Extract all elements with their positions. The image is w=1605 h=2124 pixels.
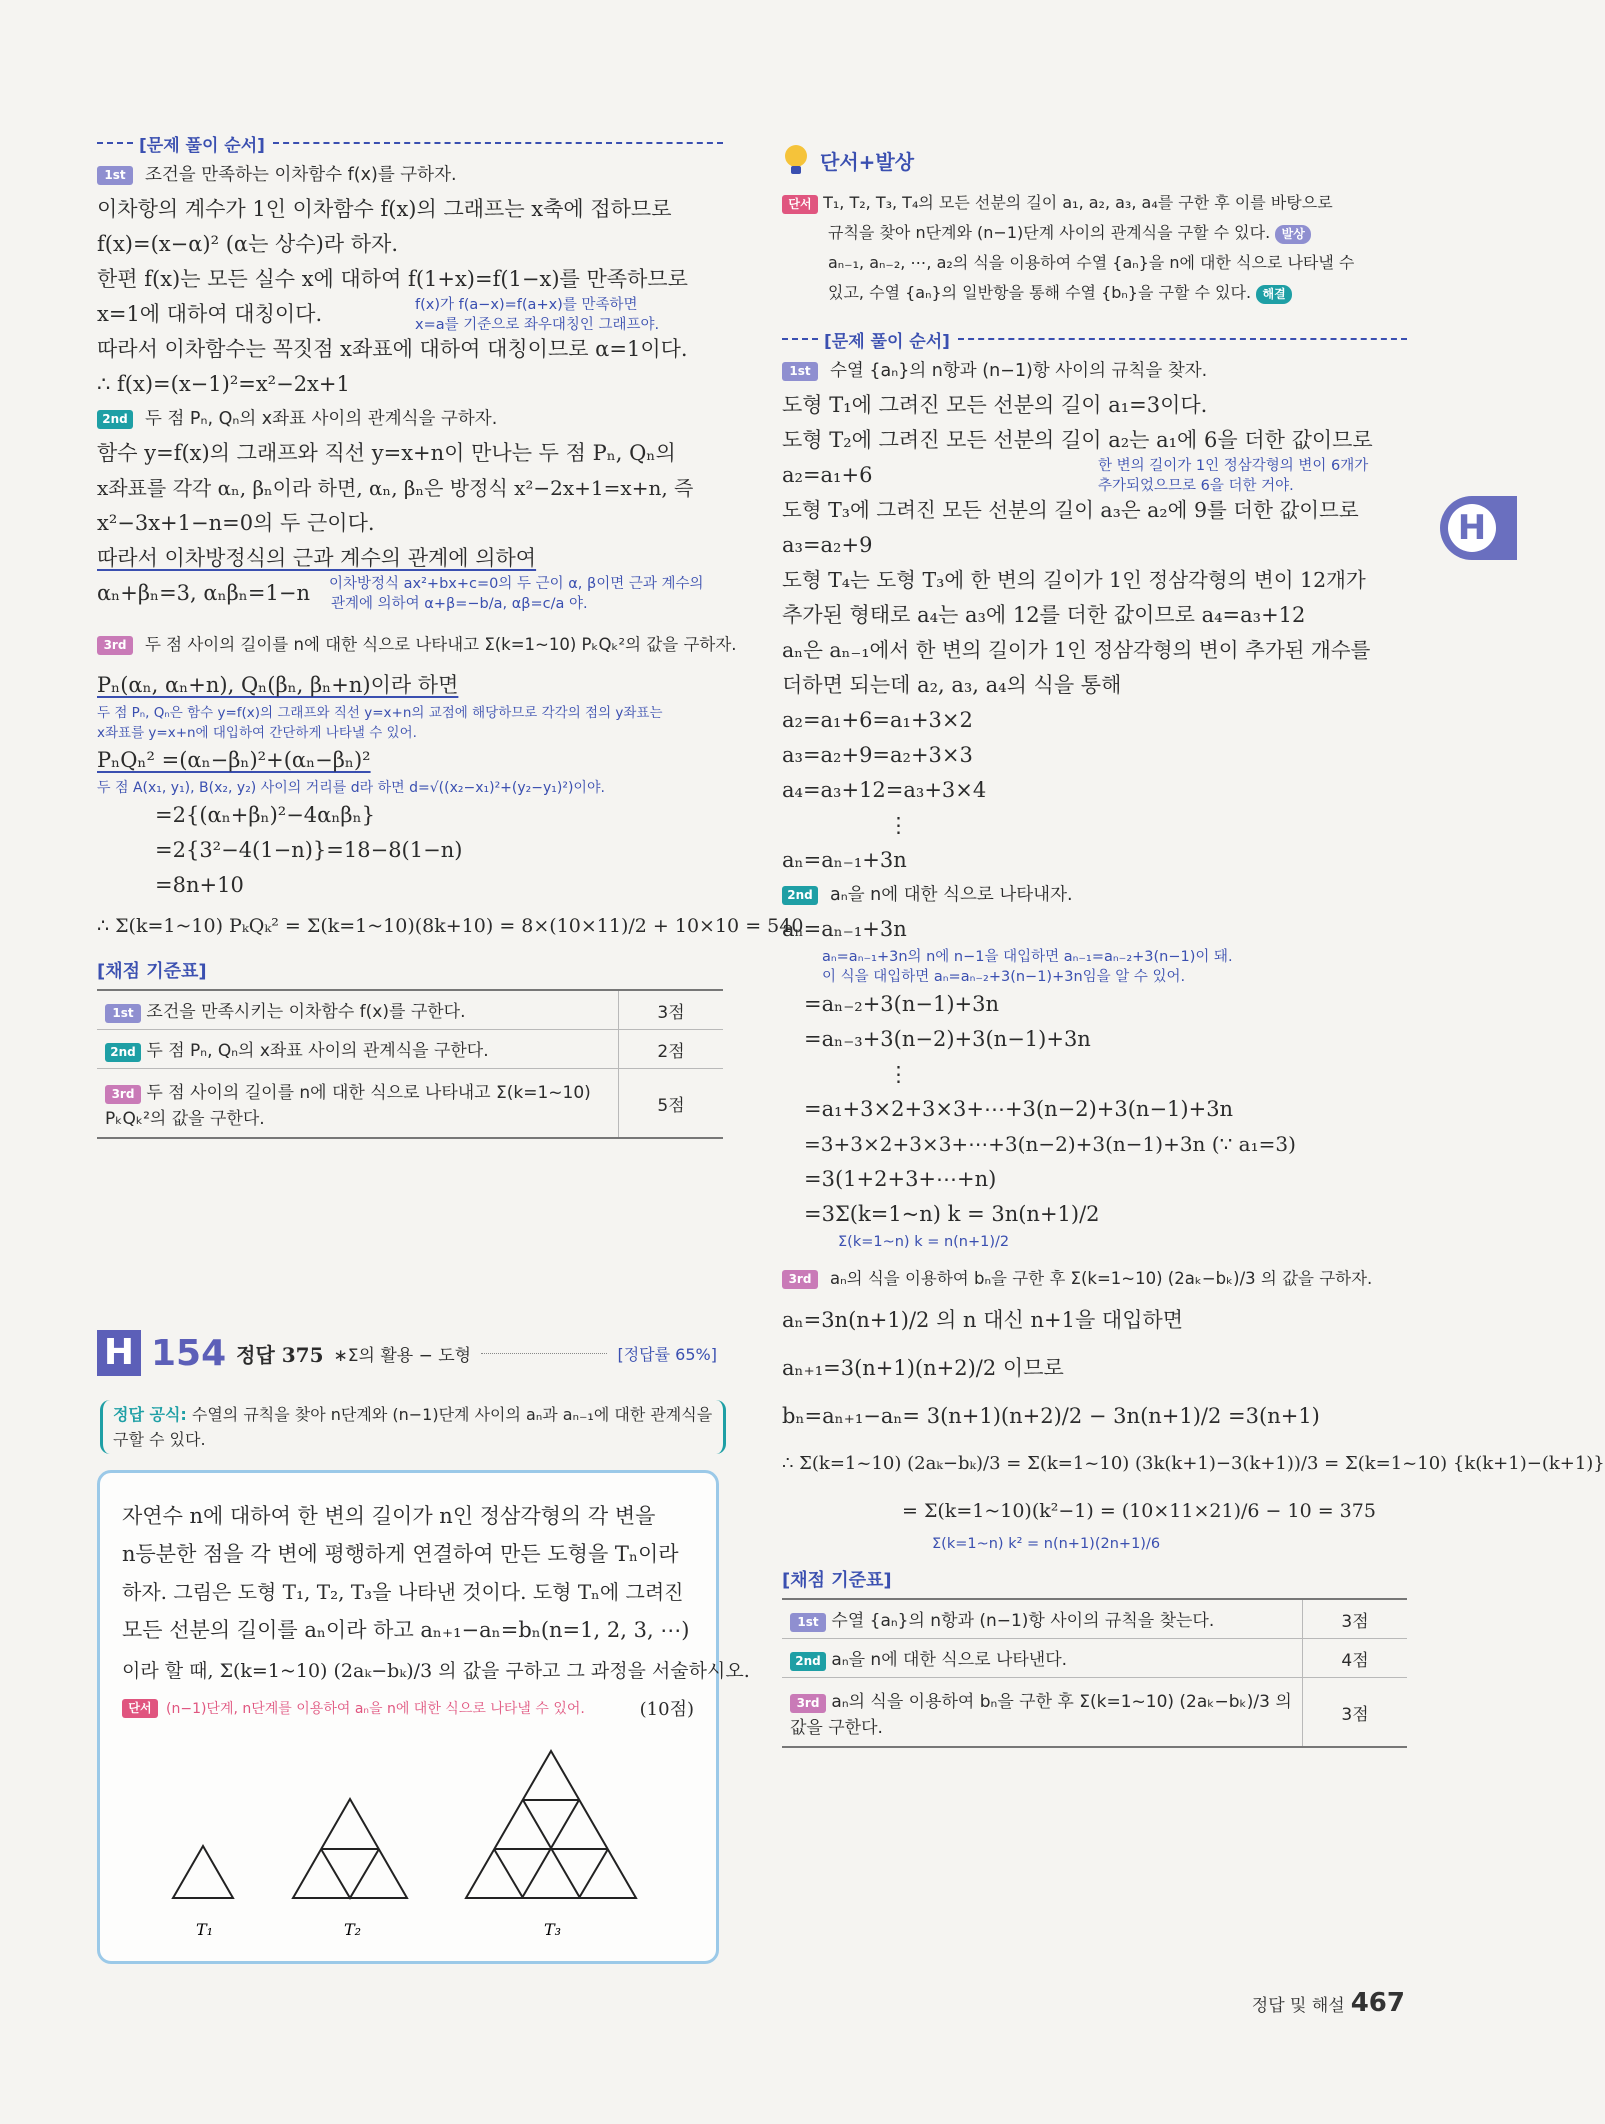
table-row: 2nd 두 점 Pₙ, Qₙ의 x좌표 사이의 관계식을 구한다. 2점 xyxy=(97,1030,723,1069)
problem-header xyxy=(97,1330,717,1376)
step-3: 3rd aₙ의 식을 이용하여 bₙ을 구한 후 Σ(k=1~10) (2aₖ−bₖ)/3 의 값을 구하자. xyxy=(782,1262,1407,1296)
answer-label: 정답 375 xyxy=(236,1342,324,1367)
side-note: 두 점 A(x₁, y₁), B(x₂, y₂) 사이의 거리를 d라 하면 d=√((x₂−x₁)²+(y₂−y₁)²)이야. xyxy=(97,780,605,796)
side-note: 한 변의 길이가 1인 정삼각형의 변이 6개가 추가되었으므로 6을 더한 거야. xyxy=(1098,458,1369,494)
solution-line: Pₙ(αₙ, αₙ+n), Qₙ(βₙ, βₙ+n)이라 하면 xyxy=(97,673,459,697)
page-footer xyxy=(1252,1988,1405,2018)
side-note: x좌표를 y=x+n에 대입하여 간단하게 나타낼 수 있어. xyxy=(97,725,417,741)
table-row: 3rd aₙ의 식을 이용하여 bₙ을 구한 후 Σ(k=1~10) (2aₖ−bₖ)/3 의 값을 구한다. 3점 xyxy=(782,1678,1407,1748)
lightbulb-icon xyxy=(782,143,810,177)
clue-header: 단서+발상 xyxy=(782,138,1407,182)
solution-line: ∴ f(x)=(x−1)²=x²−2x+1 xyxy=(97,372,350,396)
fig-label-t1: T₁ xyxy=(196,1920,214,1939)
left-column xyxy=(97,128,804,1139)
footer-label: 정답 및 해설 xyxy=(1251,1996,1345,2016)
side-note: Σ(k=1~n) k = n(n+1)/2 xyxy=(838,1234,1010,1250)
step-2: 2nd 두 점 Pₙ, Qₙ의 x좌표 사이의 관계식을 구하자. xyxy=(97,402,723,436)
answer-formula: 정답 공식: 수열의 규칙을 찾아 n단계와 (n−1)단계 사이의 aₙ과 aₙ₋₁에 대한 관계식을 구할 수 있다. xyxy=(100,1400,726,1454)
solution-line: x좌표를 각각 αₙ, βₙ이라 하면, αₙ, βₙ은 방정식 x²−2x+1=x+n, 즉 xyxy=(97,476,694,500)
solution-line: PₙQₙ² =(αₙ−βₙ)²+(αₙ−βₙ)² xyxy=(97,748,371,772)
grading-title: [채점 기준표] xyxy=(782,1570,892,1591)
step-2: 2nd aₙ을 n에 대한 식으로 나타내자. xyxy=(782,878,1407,912)
side-note: f(x)가 f(a−x)=f(a+x)를 만족하면 x=a를 기준으로 좌우대칭인 그래프야. xyxy=(415,297,660,333)
problem-number: 154 xyxy=(151,1332,227,1374)
side-note: aₙ=aₙ₋₁+3n의 n에 n−1을 대입하면 aₙ₋₁=aₙ₋₂+3(n−1)이 돼. xyxy=(822,949,1233,965)
fig-label-t3: T₃ xyxy=(544,1920,562,1939)
solution-line: x²−3x+1−n=0의 두 근이다. xyxy=(97,511,375,535)
step-1: 1st 조건을 만족하는 이차함수 f(x)를 구하자. xyxy=(97,158,723,192)
problem-text: 자연수 n에 대하여 한 변의 길이가 n인 정삼각형의 각 변을 n등분한 점을 각 변에 평행하게 연결하여 만든 도형을 Tₙ이라 하자. 그림은 도형 T₁, T₂, T₃을 나타낸 것이다. 도형 Tₙ에 그려진 모든 선분의 길이를 aₙ이라 하고 aₙ₊₁−aₙ=bₙ(n=1, 2, 3, ⋯) 이라 할 때, Σ(k=1~10) (2aₖ−bₖ)/3 의 값을 구하고 그 과정을 서술하시오. 단서 (n−1)단계, n단계를 이용하여 aₙ을 n에 대한 식으로 나타낼 수 있어. (10점) xyxy=(122,1504,750,1720)
side-note: 이 식을 대입하면 aₙ=aₙ₋₂+3(n−1)+3n임을 알 수 있어. xyxy=(822,969,1186,985)
problem-points: (10점) xyxy=(639,1699,694,1720)
topic-label: ∗Σ의 활용 − 도형 xyxy=(333,1345,472,1366)
solution-line: 따라서 이차함수는 꼭짓점 x좌표에 대하여 대칭이므로 α=1이다. xyxy=(97,337,688,361)
solution-line: f(x)=(x−α)² (α는 상수)라 하자. xyxy=(97,232,399,256)
solution-line: =8n+10 xyxy=(155,873,244,897)
solution-line: 따라서 이차방정식의 근과 계수의 관계에 의하여 xyxy=(97,546,537,570)
problem-box xyxy=(97,1470,750,1964)
side-note: 두 점 Pₙ, Qₙ은 함수 y=f(x)의 그래프와 직선 y=x+n의 교점에 해당하므로 각각의 점의 y좌표는 xyxy=(97,705,663,721)
grading-title: [채점 기준표] xyxy=(97,961,207,982)
table-row: 3rd 두 점 사이의 길이를 n에 대한 식으로 나타내고 Σ(k=1~10) PₖQₖ²의 값을 구한다. 5점 xyxy=(97,1069,723,1139)
solution-line: ∴ Σ(k=1~10) PₖQₖ² = Σ(k=1~10)(8k+10) = 8×(10×11)/2 + 10×10 = 540 xyxy=(97,915,804,937)
grading-table-left xyxy=(97,989,723,1139)
step-3: 3rd 두 점 사이의 길이를 n에 대한 식으로 나타내고 Σ(k=1~10) PₖQₖ²의 값을 구하자. xyxy=(97,628,723,662)
solution-line: 한편 f(x)는 모든 실수 x에 대하여 f(1+x)=f(1−x)를 만족하므로 xyxy=(97,267,688,291)
solution-order-header: [문제 풀이 순서] xyxy=(782,324,1407,354)
grading-table-right xyxy=(782,1598,1407,1748)
step-1: 1st 수열 {aₙ}의 n항과 (n−1)항 사이의 규칙을 찾자. xyxy=(782,354,1407,388)
problem-h-badge: H xyxy=(97,1330,141,1376)
triangle-figure xyxy=(108,1753,708,1953)
solution-line: 이차항의 계수가 1인 이차함수 f(x)의 그래프는 x축에 접하므로 xyxy=(97,197,672,221)
correct-rate: [정답률 65%] xyxy=(617,1344,717,1364)
hint-badge: 단서 xyxy=(122,1699,158,1718)
chapter-tab xyxy=(1440,496,1517,560)
solution-line: αₙ+βₙ=3, αₙβₙ=1−n xyxy=(97,581,310,605)
page-number: 467 xyxy=(1350,1988,1405,2018)
solution-line: x=1에 대하여 대칭이다. xyxy=(97,302,323,326)
solution-line: 함수 y=f(x)의 그래프와 직선 y=x+n이 만나는 두 점 Pₙ, Qₙ의 xyxy=(97,441,676,465)
table-row: 1st 조건을 만족시키는 이차함수 f(x)를 구한다. 3점 xyxy=(97,990,723,1030)
table-row: 1st 수열 {aₙ}의 n항과 (n−1)항 사이의 규칙을 찾는다. 3점 xyxy=(782,1599,1407,1639)
side-note: Σ(k=1~n) k² = n(n+1)(2n+1)/6 xyxy=(932,1536,1161,1552)
solution-line: =2{(αₙ+βₙ)²−4αₙβₙ} xyxy=(155,803,376,827)
solution-line: =2{3²−4(1−n)}=18−8(1−n) xyxy=(155,838,463,862)
side-note: 이차방정식 ax²+bx+c=0의 두 근이 α, β이면 근과 계수의 관계에 의하여 α+β=−b/a, αβ=c/a 야. xyxy=(329,576,704,612)
chapter-tab-letter: H xyxy=(1448,504,1496,552)
table-row: 2nd aₙ을 n에 대한 식으로 나타낸다. 4점 xyxy=(782,1639,1407,1678)
fig-label-t2: T₂ xyxy=(344,1920,362,1939)
clue-body: 단서 T₁, T₂, T₃, T₄의 모든 선분의 길이 a₁, a₂, a₃, a₄를 구한 후 이를 바탕으로 규칙을 찾아 n단계와 (n−1)단계 사이의 관계식을 구할 수 있다. 발상 aₙ₋₁, aₙ₋₂, ⋯, a₂의 식을 이용하여 수열 {aₙ}을 n에 대한 식으로 나타낼 수 있고, 수열 {aₙ}의 일반항을 통해 수열 {bₙ}을 구할 수 있다. 해결 xyxy=(782,188,1407,308)
solution-order-header: [문제 풀이 순서] xyxy=(97,128,723,158)
right-column: 단서+발상 단서 T₁, T₂, T₃, T₄의 모든 선분의 길이 a₁, a₂, a₃, a₄를 구한 후 이를 바탕으로 규칙을 찾아 n단계와 (n−1)단계 사이의 관계식을 구할 수 있다. 발상 aₙ₋₁, aₙ₋₂, ⋯, a₂의 식을 이용하여 수열 {aₙ}을 n에 대한 식으로 나타낼 수 있고, 수열 {aₙ}의 일반항을 통해 수열 {bₙ}을 구할 수 있다. 해결 [문제 풀이 순서] 1st 수열 {aₙ}의 n항과 (n−1)항 사이의 규칙을 찾자. 도형 T₁에 그려진 모든 선분의 길이 a₁=3이다. 도형 T₂에 그려진 모든 선분의 길이 a₂는 a₁에 6을 더한 값이므로 a₂=a₁+6 한 변의 길이가 1인 정삼각형의 변이 6개가 추가되었으므로 6을 더한 거야. 도형 T₃에 그려진 모든 선분의 길이 a₃은 a₂에 9를 더한 값이므로 a₃=a₂+9 도형 T₄는 도형 T₃에 한 변의 길이가 1인 정삼각형의 변이 12개가 추가된 형태로 a₄는 a₃에 12를 더한 값이므로 a₄=a₃+12 aₙ은 aₙ₋₁에서 한 변의 길이가 1인 정삼각형의 변이 추가된 개수를 더하면 되는데 a₂, a₃, a₄의 식을 통해 a₂=a₁+6=a₁+3×2 a₃=a₂+9=a₂+3×3 a₄=a₃+12=a₃+3×4 ⋮ aₙ=aₙ₋₁+3n 2nd aₙ을 n에 대한 식으로 나타내자. aₙ=aₙ₋₁+3n aₙ=aₙ₋₁+3n의 n에 n−1을 대입하면 aₙ₋₁=aₙ₋₂+3(n−1)이 돼. 이 식을 대입하면 aₙ=aₙ₋₂+3(n−1)+3n임을 알 수 있어. =aₙ₋₂+3(n−1)+3n =aₙ₋₃+3(n−2)+3(n−1)+3n ⋮ =a₁+3×2+3×3+⋯+3(n−2)+3(n−1)+3n =3+3×2+3×3+⋯+3(n−2)+3(n−1)+3n (∵ a₁=3) =3(1+2+3+⋯+n) =3Σ(k=1~n) k = 3n(n+1)/2 Σ(k=1~n) k = n(n+1)/2 3rd aₙ의 식을 이용하여 bₙ을 구한 후 Σ(k=1~10) (2aₖ−bₖ)/3 의 값을 구하자. aₙ=3n(n+1)/2 의 n 대신 n+1을 대입하면 aₙ₊₁=3(n+1)(n+2)/2 이므로 bₙ=aₙ₊₁−aₙ= 3(n+1)(n+2)/2 − 3n(n+1)/2 =3(n+1) ∴ Σ(k=1~10) (2aₖ−bₖ)/3 = Σ(k=1~10) (3k(k+1)−3(k+1))/3 = Σ(k=1~10) {k(k+1)−(k+1)} = Σ(k=1~10)(k²−1) = (10×11×21)/6 − 10 = 375 Σ(k=1~n) k² = n(n+1)(2n+1)/6 [채점 기준표] 1st 수열 {aₙ}의 n항과 (n−1)항 사이의 규칙을 찾는다. 3점 2nd aₙ을 n에 대한 식으로 나타낸다. 4점 3rd aₙ의 식을 이용하여 bₙ을 구한 후 Σ(k=1~10) (2aₖ−bₖ)/3 의 값을 구한다. 3점 xyxy=(782,138,1407,1748)
hint-text: (n−1)단계, n단계를 이용하여 aₙ을 n에 대한 식으로 나타낼 수 있어. xyxy=(166,1701,585,1717)
